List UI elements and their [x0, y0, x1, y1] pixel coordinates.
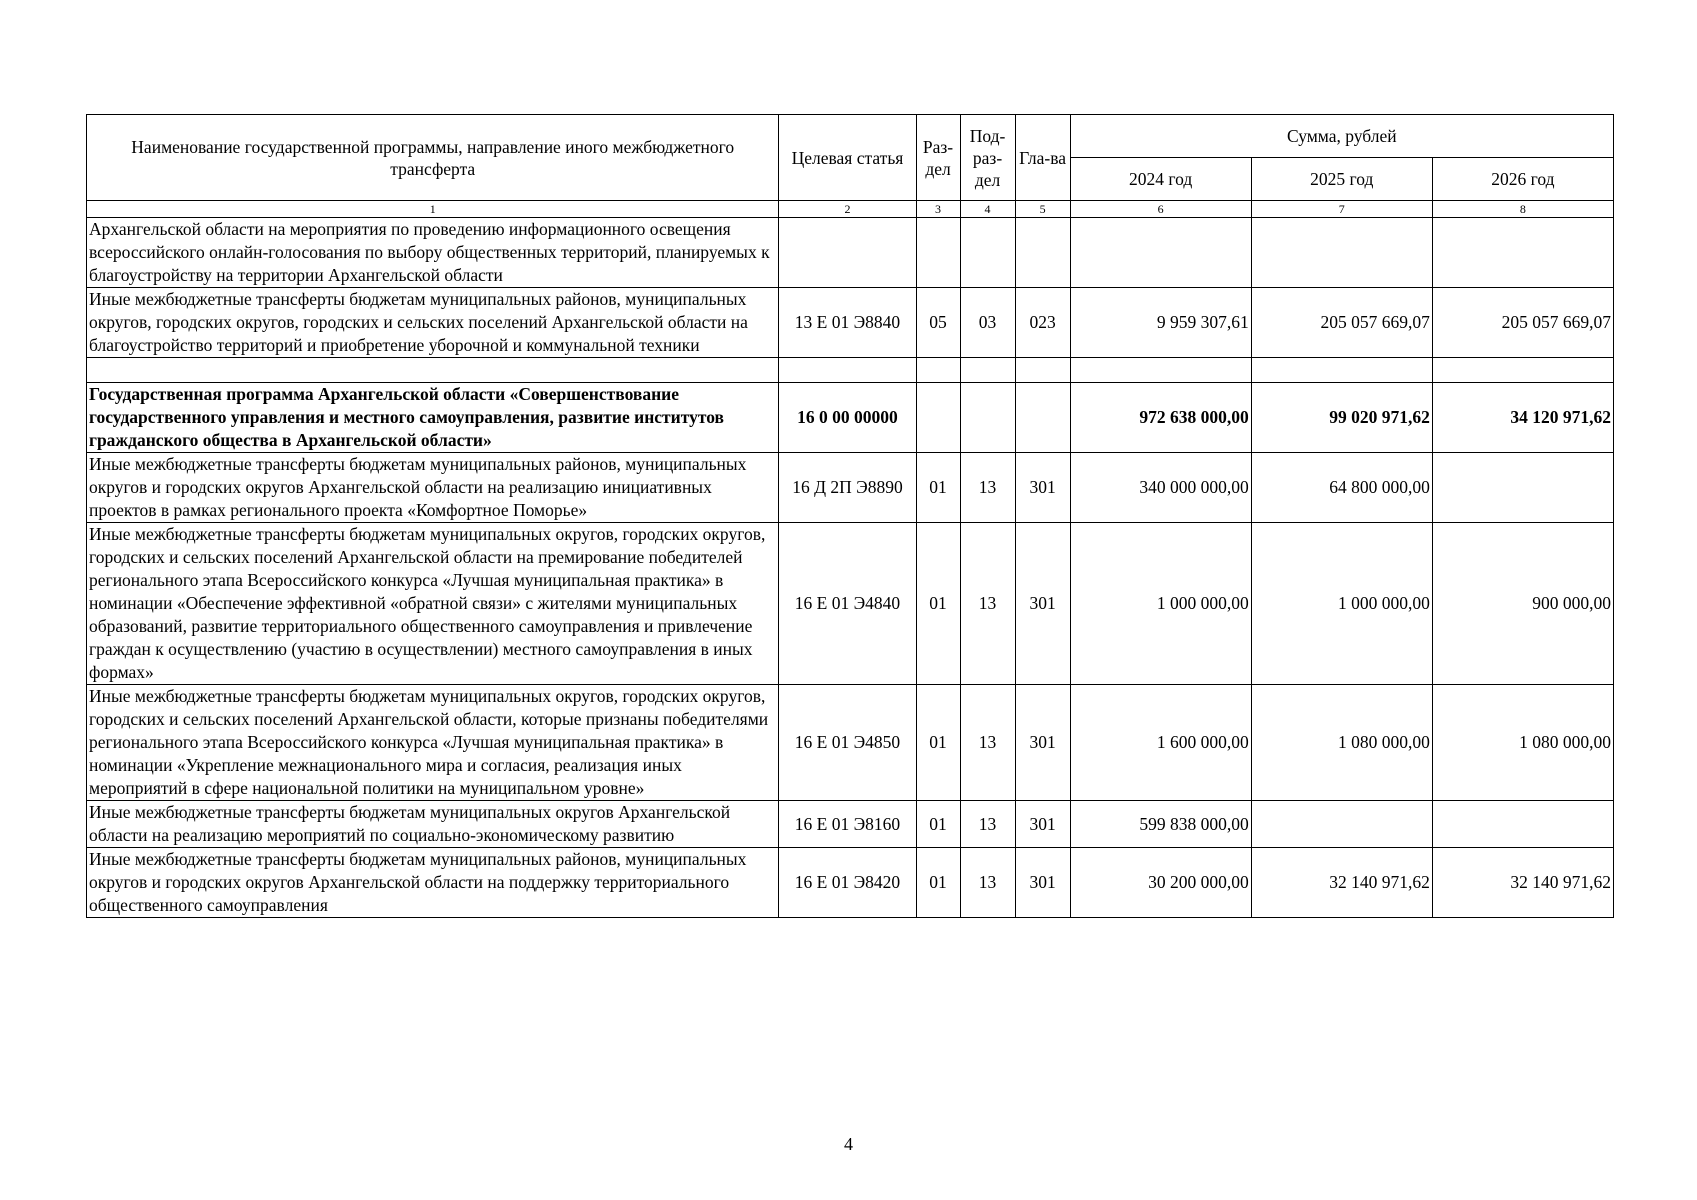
column-number: 2 [779, 201, 916, 218]
row-razdel: 01 [916, 848, 960, 918]
row-amount-2025: 99 020 971,62 [1251, 383, 1432, 453]
row-razdel: 01 [916, 523, 960, 685]
row-amount-2025 [1251, 218, 1432, 288]
row-podrazdel: 13 [960, 453, 1015, 523]
row-razdel [916, 383, 960, 453]
row-podrazdel: 13 [960, 848, 1015, 918]
row-name: Государственная программа Архангельской области «Совершенствование государственного управления и местного самоуправления, развитие институтов гражданского общества в Архангельской области» [87, 383, 779, 453]
row-amount-2026 [1432, 453, 1613, 523]
row-amount-2024: 1 600 000,00 [1070, 685, 1251, 801]
row-code: 16 Е 01 Э4840 [779, 523, 916, 685]
row-podrazdel [960, 383, 1015, 453]
table-row [87, 801, 1614, 848]
row-razdel: 01 [916, 685, 960, 801]
row-glava: 023 [1015, 288, 1070, 358]
row-amount-2026 [1432, 801, 1613, 848]
row-amount-2025 [1251, 801, 1432, 848]
header-sum: Сумма, рублей [1070, 115, 1613, 158]
row-code [779, 358, 916, 383]
header-podrazdel: Под-раз-дел [960, 115, 1015, 201]
row-podrazdel: 13 [960, 685, 1015, 801]
row-code: 16 Д 2П Э8890 [779, 453, 916, 523]
header-year-2025: 2025 год [1251, 158, 1432, 201]
row-podrazdel: 13 [960, 523, 1015, 685]
column-number: 5 [1015, 201, 1070, 218]
row-podrazdel [960, 358, 1015, 383]
row-name: Архангельской области на мероприятия по проведению информационного освещения всероссийского онлайн-голосования по выбору общественных территорий, планируемых к благоустройству на территории Архангельской области [87, 218, 779, 288]
row-amount-2026: 205 057 669,07 [1432, 288, 1613, 358]
column-number: 1 [87, 201, 779, 218]
row-amount-2024: 1 000 000,00 [1070, 523, 1251, 685]
row-name: Иные межбюджетные трансферты бюджетам муниципальных округов, городских округов, городских и сельских поселений Архангельской области, которые признаны победителями регионального этапа Всероссийского конкурса «Лучшая муниципальная практика» в номинации «Укрепление межнационального мира и согласия, реализация иных мероприятий в сфере национальной политики на муниципальном уровне» [87, 685, 779, 801]
row-code [779, 218, 916, 288]
row-amount-2024: 340 000 000,00 [1070, 453, 1251, 523]
row-amount-2025: 1 000 000,00 [1251, 523, 1432, 685]
row-code: 16 Е 01 Э4850 [779, 685, 916, 801]
row-amount-2026: 32 140 971,62 [1432, 848, 1613, 918]
table-header [87, 115, 1614, 218]
table-row [87, 453, 1614, 523]
header-name: Наименование государственной программы, направление иного межбюджетного трансферта [87, 115, 779, 201]
header-razdel: Раз-дел [916, 115, 960, 201]
header-glava: Гла-ва [1015, 115, 1070, 201]
row-name: Иные межбюджетные трансферты бюджетам муниципальных округов Архангельской области на реализацию мероприятий по социально-экономическому развитию [87, 801, 779, 848]
row-amount-2024: 30 200 000,00 [1070, 848, 1251, 918]
row-name: Иные межбюджетные трансферты бюджетам муниципальных районов, муниципальных округов, городских округов, городских и сельских поселений Архангельской области на благоустройство территорий и приобретение уборочной и коммунальной техники [87, 288, 779, 358]
row-name: Иные межбюджетные трансферты бюджетам муниципальных районов, муниципальных округов и городских округов Архангельской области на поддержку территориального общественного самоуправления [87, 848, 779, 918]
row-podrazdel: 03 [960, 288, 1015, 358]
row-razdel: 05 [916, 288, 960, 358]
table-row [87, 523, 1614, 685]
budget-table [86, 114, 1614, 918]
table-row [87, 848, 1614, 918]
row-name: Иные межбюджетные трансферты бюджетам муниципальных районов, муниципальных округов и городских округов Архангельской области на реализацию инициативных проектов в рамках регионального проекта «Комфортное Поморье» [87, 453, 779, 523]
row-amount-2024 [1070, 358, 1251, 383]
row-amount-2025 [1251, 358, 1432, 383]
row-amount-2024 [1070, 218, 1251, 288]
row-podrazdel: 13 [960, 801, 1015, 848]
row-amount-2025: 64 800 000,00 [1251, 453, 1432, 523]
row-amount-2025: 1 080 000,00 [1251, 685, 1432, 801]
row-code: 16 Е 01 Э8420 [779, 848, 916, 918]
column-number: 3 [916, 201, 960, 218]
row-razdel: 01 [916, 801, 960, 848]
header-year-2026: 2026 год [1432, 158, 1613, 201]
column-number: 7 [1251, 201, 1432, 218]
table-row [87, 288, 1614, 358]
header-year-2024: 2024 год [1070, 158, 1251, 201]
row-glava: 301 [1015, 801, 1070, 848]
column-number: 8 [1432, 201, 1613, 218]
column-number: 4 [960, 201, 1015, 218]
row-glava [1015, 218, 1070, 288]
row-name [87, 358, 779, 383]
table-row-program-total [87, 383, 1614, 453]
row-name: Иные межбюджетные трансферты бюджетам муниципальных округов, городских округов, городских и сельских поселений Архангельской области на премирование победителей регионального этапа Всероссийского конкурса «Лучшая муниципальная практика» в номинации «Обеспечение эффективной «обратной связи» с жителями муниципальных образований, развитие территориального общественного самоуправления и привлечение граждан к осуществлению (участию в осуществлении) местного самоуправления в иных формах» [87, 523, 779, 685]
row-amount-2024: 9 959 307,61 [1070, 288, 1251, 358]
row-amount-2026 [1432, 358, 1613, 383]
column-number-row [87, 201, 1614, 218]
row-amount-2026: 34 120 971,62 [1432, 383, 1613, 453]
row-amount-2025: 205 057 669,07 [1251, 288, 1432, 358]
header-code: Целевая статья [779, 115, 916, 201]
table-row [87, 685, 1614, 801]
row-amount-2025: 32 140 971,62 [1251, 848, 1432, 918]
row-glava: 301 [1015, 685, 1070, 801]
row-amount-2024: 972 638 000,00 [1070, 383, 1251, 453]
row-amount-2026: 900 000,00 [1432, 523, 1613, 685]
row-amount-2026 [1432, 218, 1613, 288]
row-glava: 301 [1015, 523, 1070, 685]
row-code: 16 0 00 00000 [779, 383, 916, 453]
table-body [87, 218, 1614, 918]
page-number: 4 [844, 1134, 853, 1154]
column-number: 6 [1070, 201, 1251, 218]
row-amount-2024: 599 838 000,00 [1070, 801, 1251, 848]
row-razdel: 01 [916, 453, 960, 523]
row-razdel [916, 218, 960, 288]
row-glava [1015, 383, 1070, 453]
row-glava: 301 [1015, 848, 1070, 918]
table-row-empty [87, 358, 1614, 383]
table-row [87, 218, 1614, 288]
row-glava [1015, 358, 1070, 383]
row-razdel [916, 358, 960, 383]
row-code: 13 Е 01 Э8840 [779, 288, 916, 358]
row-podrazdel [960, 218, 1015, 288]
row-amount-2026: 1 080 000,00 [1432, 685, 1613, 801]
row-glava: 301 [1015, 453, 1070, 523]
row-code: 16 Е 01 Э8160 [779, 801, 916, 848]
